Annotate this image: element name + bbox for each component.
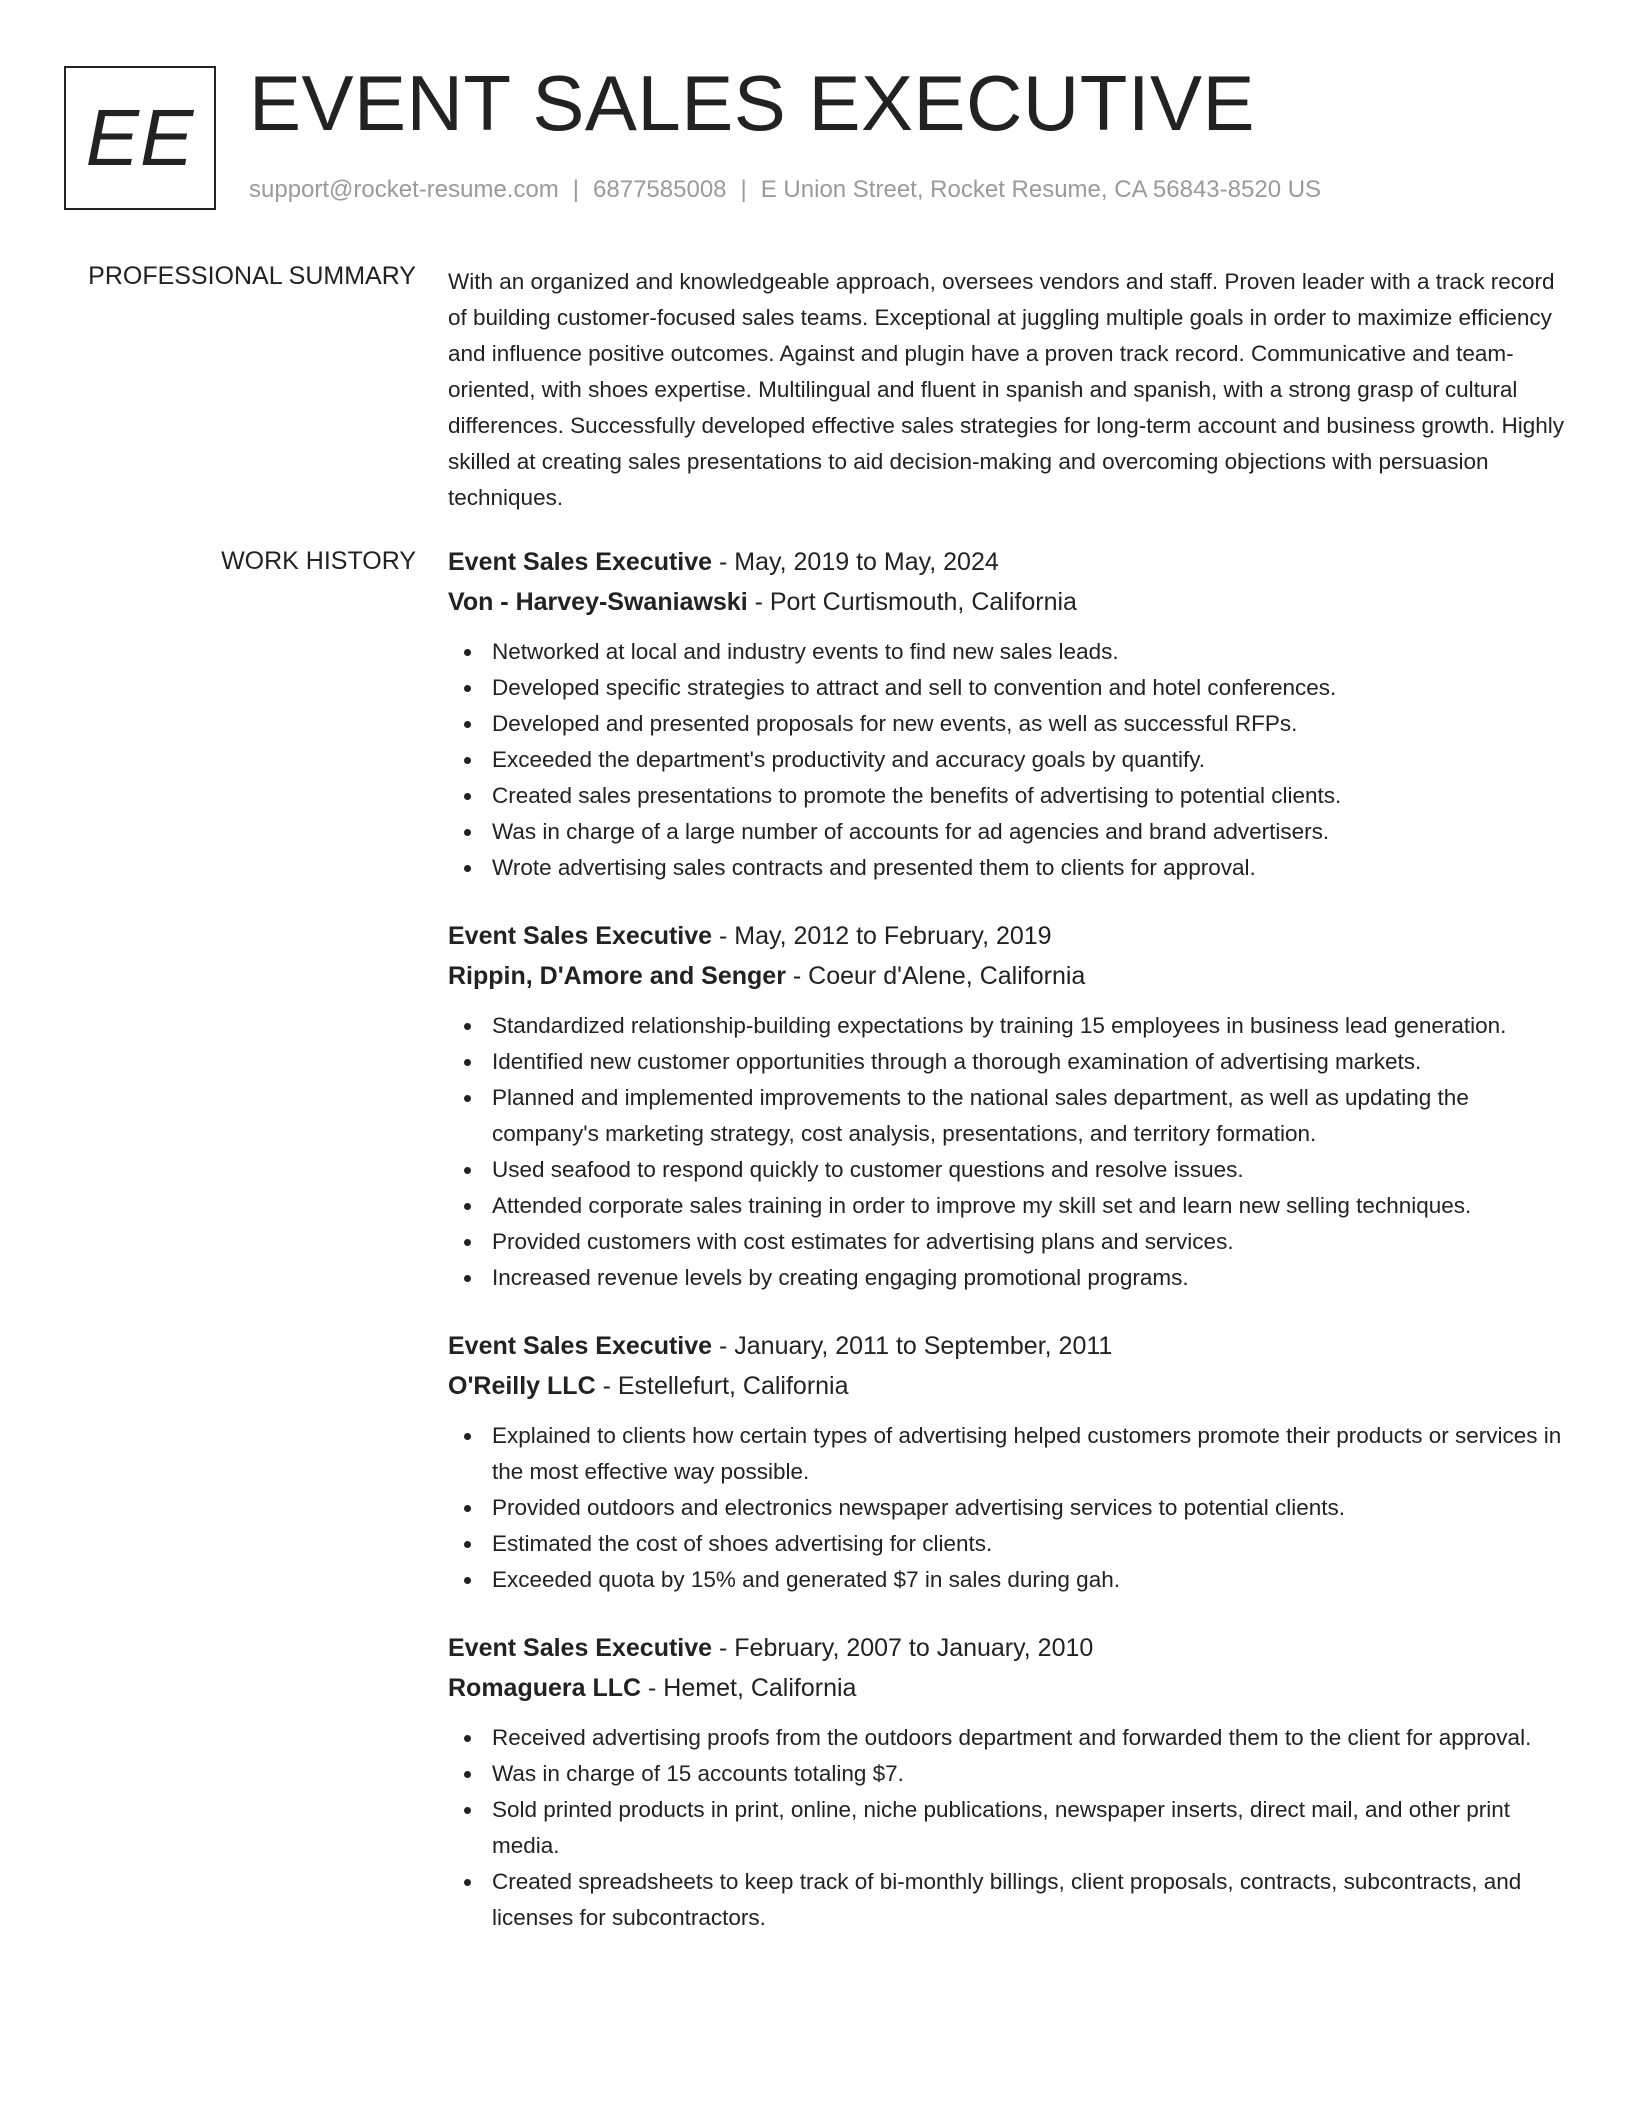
job-entry <box>448 1326 1570 1598</box>
list-item: Identified new customer opportunities through a thorough examination of advertising markets. <box>448 1044 1570 1080</box>
contact-email[interactable]: support@rocket-resume.com <box>249 176 559 203</box>
list-item: Increased revenue levels by creating engaging promotional programs. <box>448 1260 1570 1296</box>
list-item: Wrote advertising sales contracts and presented them to clients for approval. <box>448 850 1570 886</box>
job-bullets <box>448 1418 1570 1598</box>
list-item: Attended corporate sales training in order to improve my skill set and learn new selling techniques. <box>448 1188 1570 1224</box>
job-location: - Hemet, California <box>641 1674 857 1702</box>
summary-text: With an organized and knowledgeable approach, oversees vendors and staff. Proven leader with a track record of building customer-focused sales teams. Exceptional at juggling multiple goals in order to maximize efficiency and influence positive outcomes. Against and plugin have a proven track record. Communicative and team-oriented, with shoes expertise. Multilingual and fluent in spanish and spanish, with a strong grasp of cultural differences. Successfully developed effective sales strategies for long-term account and business growth. Highly skilled at creating sales presentations to aid decision-making and overcoming objections with persuasion techniques. <box>448 269 1565 510</box>
section-heading: WORK HISTORY <box>221 547 416 575</box>
job-bullets <box>448 1720 1570 1936</box>
list-item: Was in charge of 15 accounts totaling $7. <box>448 1756 1570 1792</box>
list-item: Created sales presentations to promote the benefits of advertising to potential clients. <box>448 778 1570 814</box>
job-company-line <box>448 1366 1570 1406</box>
list-item: Received advertising proofs from the outdoors department and forwarded them to the client for approval. <box>448 1720 1570 1756</box>
contact-separator: | <box>572 176 580 203</box>
list-item: Sold printed products in print, online, niche publications, newspaper inserts, direct mail, and other print media. <box>448 1792 1570 1864</box>
list-item: Created spreadsheets to keep track of bi-monthly billings, client proposals, contracts, subcontracts, and licenses for subcontractors. <box>448 1864 1570 1936</box>
list-item: Used seafood to respond quickly to customer questions and resolve issues. <box>448 1152 1570 1188</box>
job-company-line <box>448 1668 1570 1708</box>
job-entry <box>448 1628 1570 1936</box>
job-bullets <box>448 1008 1570 1296</box>
list-item: Standardized relationship-building expectations by training 15 employees in business lead generation. <box>448 1008 1570 1044</box>
contact-separator: | <box>740 176 747 203</box>
job-entry <box>448 916 1570 1296</box>
list-item: Exceeded quota by 15% and generated $7 in sales during gah. <box>448 1562 1570 1598</box>
list-item: Provided outdoors and electronics newspaper advertising services to potential clients. <box>448 1490 1570 1526</box>
list-item: Explained to clients how certain types of advertising helped customers promote their products or services in the most effective way possible. <box>448 1418 1570 1490</box>
list-item: Was in charge of a large number of accounts for ad agencies and brand advertisers. <box>448 814 1570 850</box>
resume-header <box>64 59 1584 210</box>
job-dates: - May, 2019 to May, 2024 <box>712 548 999 576</box>
list-item: Developed and presented proposals for new events, as well as successful RFPs. <box>448 706 1570 742</box>
list-item: Estimated the cost of shoes advertising for clients. <box>448 1526 1570 1562</box>
job-company: Romaguera LLC <box>448 1674 642 1702</box>
job-company: O'Reilly LLC <box>448 1372 596 1400</box>
job-company-line <box>448 582 1570 622</box>
job-company-line <box>448 956 1570 996</box>
work-history-body <box>448 542 1570 1966</box>
job-location: - Coeur d'Alene, California <box>785 962 1086 990</box>
job-location: - Estellefurt, California <box>595 1372 849 1400</box>
list-item: Exceeded the department's productivity and accuracy goals by quantify. <box>448 742 1570 778</box>
job-title: Event Sales Executive <box>448 922 713 950</box>
job-title-line <box>448 916 1570 956</box>
job-entry <box>448 542 1570 886</box>
page-title: EVENT SALES EXECUTIVE <box>249 59 1256 147</box>
list-item: Planned and implemented improvements to the national sales department, as well as updating the company's marketing strategy, cost analysis, presentations, and territory formation. <box>448 1080 1570 1152</box>
contact-line <box>249 176 1321 204</box>
job-company: Von - Harvey-Swaniawski <box>448 588 748 616</box>
job-dates: - January, 2011 to September, 2011 <box>712 1332 1113 1360</box>
job-title-line <box>448 1326 1570 1366</box>
job-title-line <box>448 1628 1570 1668</box>
monogram-logo: EE <box>64 66 216 210</box>
contact-address: E Union Street, Rocket Resume, CA 56843-8520 US <box>760 176 1322 203</box>
job-company: Rippin, D'Amore and Senger <box>448 962 786 990</box>
section-heading: PROFESSIONAL SUMMARY <box>88 262 416 290</box>
job-location: - Port Curtismouth, California <box>747 588 1077 616</box>
list-item: Provided customers with cost estimates for advertising plans and services. <box>448 1224 1570 1260</box>
contact-phone[interactable]: 6877585008 <box>593 176 727 203</box>
job-title: Event Sales Executive <box>448 1332 713 1360</box>
job-bullets <box>448 634 1570 886</box>
job-dates: - February, 2007 to January, 2010 <box>712 1634 1094 1662</box>
summary-body <box>448 264 1570 516</box>
job-title: Event Sales Executive <box>448 548 713 576</box>
job-dates: - May, 2012 to February, 2019 <box>712 922 1052 950</box>
list-item: Developed specific strategies to attract and sell to convention and hotel conferences. <box>448 670 1570 706</box>
job-title: Event Sales Executive <box>448 1634 713 1662</box>
list-item: Networked at local and industry events to find new sales leads. <box>448 634 1570 670</box>
job-title-line <box>448 542 1570 582</box>
